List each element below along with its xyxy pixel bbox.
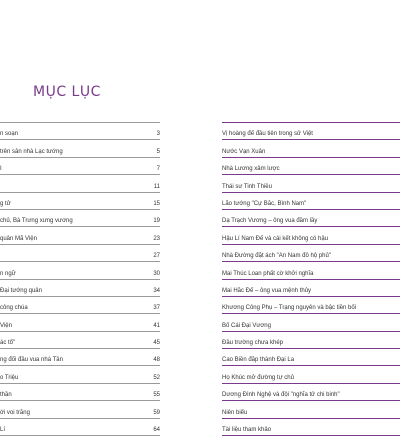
- toc-entry-title: thần: [0, 392, 12, 399]
- toc-entry: [222, 227, 400, 244]
- toc-entry-title: quân Mã Viện: [0, 235, 37, 242]
- toc-entry-title: Viện: [0, 322, 12, 329]
- toc-entry-title: Nhà Lương xâm lược: [222, 166, 280, 173]
- toc-entry: [222, 210, 400, 227]
- toc-entry-title: Cao Biền đắp thành Đại La: [222, 357, 295, 364]
- toc-entry-title: ác tổ": [0, 340, 16, 347]
- toc-entry: [0, 227, 160, 244]
- toc-entry-page: [396, 278, 400, 279]
- toc-entry: [222, 262, 400, 279]
- toc-entry-page: 15: [153, 200, 160, 207]
- toc-entry: [222, 419, 400, 436]
- toc-entry: [0, 210, 160, 227]
- toc-entry-title: công chúa: [0, 305, 28, 312]
- toc-entry-title: Vị hoàng đế đầu tiên trong sử Việt: [222, 131, 313, 138]
- toc-entry-page: 27: [153, 253, 160, 260]
- toc-entry-title: Dương Đình Nghệ và đội "nghĩa tử chi binh": [222, 392, 340, 399]
- toc-entry: [222, 175, 400, 192]
- toc-entry-page: 64: [153, 427, 160, 434]
- toc-entry: [222, 280, 400, 297]
- toc-entry: [222, 366, 400, 383]
- toc-entry-title: n soạn: [0, 131, 19, 138]
- toc-entry-page: [396, 243, 400, 244]
- toc-entry-title: Nước Vạn Xuân: [222, 148, 266, 155]
- toc-entry-title: trên sân nhà Lạc tướng: [0, 148, 63, 155]
- toc-entry-page: [396, 312, 400, 313]
- toc-right-column: [222, 122, 400, 436]
- toc-entry-page: 3: [156, 131, 160, 138]
- toc-entry-page: 41: [153, 322, 160, 329]
- toc-entry-title: Đại tướng quân: [0, 287, 42, 294]
- toc-entry-title: Hậu Lí Nam Đế và cái kết không có hậu: [222, 235, 329, 242]
- toc-entry: [222, 401, 400, 418]
- toc-entry-page: 23: [153, 235, 160, 242]
- toc-entry: [0, 193, 160, 210]
- toc-entry: [0, 262, 160, 279]
- toc-entry-page: 30: [153, 270, 160, 277]
- toc-entry-title: Đầu trường chưa khép: [222, 340, 283, 347]
- toc-entry-page: 52: [153, 374, 160, 381]
- toc-entry: [0, 245, 160, 262]
- toc-entry-page: [396, 208, 400, 209]
- toc-entry: [0, 419, 160, 436]
- toc-entry: [0, 384, 160, 401]
- toc-entry-page: [396, 156, 400, 157]
- toc-entry-title: ng đối đầu vua nhà Tần: [0, 357, 63, 364]
- toc-entry: [0, 140, 160, 157]
- toc-entry: [0, 122, 160, 140]
- toc-entry: [0, 349, 160, 366]
- toc-entry-title: Bố Cái Đại Vương: [222, 322, 271, 329]
- toc-entry-title: chủ, Bà Trưng xưng vương: [0, 218, 73, 225]
- toc-entry: [222, 122, 400, 140]
- toc-entry: [0, 332, 160, 349]
- toc-entry-page: 55: [153, 392, 160, 399]
- toc-entry-title: ới voi trắng: [0, 409, 30, 416]
- toc-entry-page: [396, 434, 400, 435]
- toc-entry-title: Mai Hắc Đế – ông vua mệnh thủy: [222, 287, 312, 294]
- toc-entry-page: [396, 382, 400, 383]
- toc-entry-page: [396, 295, 400, 296]
- toc-heading: MỤC LỤC: [33, 84, 101, 100]
- toc-entry-title: Lí: [0, 427, 6, 434]
- toc-entry-page: [396, 138, 400, 139]
- toc-entry-page: [396, 260, 400, 261]
- toc-entry-title: Niên biểu: [222, 409, 248, 416]
- toc-entry-page: 45: [153, 340, 160, 347]
- toc-entry-page: [396, 417, 400, 418]
- toc-entry-title: I: [0, 166, 2, 173]
- toc-entry: [222, 332, 400, 349]
- toc-entry: [0, 280, 160, 297]
- toc-entry-page: 19: [153, 218, 160, 225]
- toc-entry-title: Tài liệu tham khảo: [222, 427, 272, 434]
- toc-entry: [222, 314, 400, 331]
- toc-entry: [222, 140, 400, 157]
- toc-entry-page: [396, 364, 400, 365]
- toc-entry: [0, 314, 160, 331]
- toc-entry-page: 37: [153, 305, 160, 312]
- toc-entry-title: Khương Công Phụ – Trạng nguyên và bậc tiền bối: [222, 305, 357, 312]
- toc-entry-title: Mai Thúc Loan phất cờ khởi nghĩa: [222, 270, 314, 277]
- toc-entry-title: [0, 191, 150, 192]
- toc-entry: [0, 297, 160, 314]
- toc-entry-title: o Triệu: [0, 374, 19, 381]
- toc-entry-page: [396, 173, 400, 174]
- toc-entry: [222, 297, 400, 314]
- toc-entry-title: Dạ Trạch Vương – ông vua đầm lầy: [222, 218, 318, 225]
- toc-entry-page: 48: [153, 357, 160, 364]
- toc-entry: [222, 193, 400, 210]
- toc-entry-page: [396, 347, 400, 348]
- toc-entry-title: Nhà Đường đặt ách "An Nam đô hộ phủ": [222, 253, 331, 260]
- toc-entry-title: n ngữ: [0, 270, 16, 277]
- toc-entry-page: 34: [153, 287, 160, 294]
- toc-entry-page: 7: [156, 166, 160, 173]
- toc-entry-page: 11: [153, 183, 160, 190]
- toc-entry-title: g tử: [0, 200, 11, 207]
- toc-entry-title: [0, 260, 149, 261]
- toc-entry: [222, 384, 400, 401]
- toc-entry-page: 5: [156, 148, 160, 155]
- toc-entry: [0, 401, 160, 418]
- toc-entry: [222, 245, 400, 262]
- toc-left-column: [0, 122, 160, 436]
- toc-entry-title: Thái sư Tinh Thiều: [222, 183, 272, 190]
- toc-entry-page: [396, 225, 400, 226]
- toc-entry-page: 59: [153, 409, 160, 416]
- toc-entry: [0, 175, 160, 192]
- toc-entry: [222, 349, 400, 366]
- toc-entry-page: [396, 191, 400, 192]
- toc-entry: [0, 366, 160, 383]
- toc-entry-page: [396, 330, 400, 331]
- toc-entry: [0, 158, 160, 175]
- toc-entry: [222, 158, 400, 175]
- toc-entry-title: Lão tướng "Cự Bắc, Bình Nam": [222, 200, 307, 207]
- toc-entry-title: Họ Khúc mở đường tự chủ: [222, 374, 294, 381]
